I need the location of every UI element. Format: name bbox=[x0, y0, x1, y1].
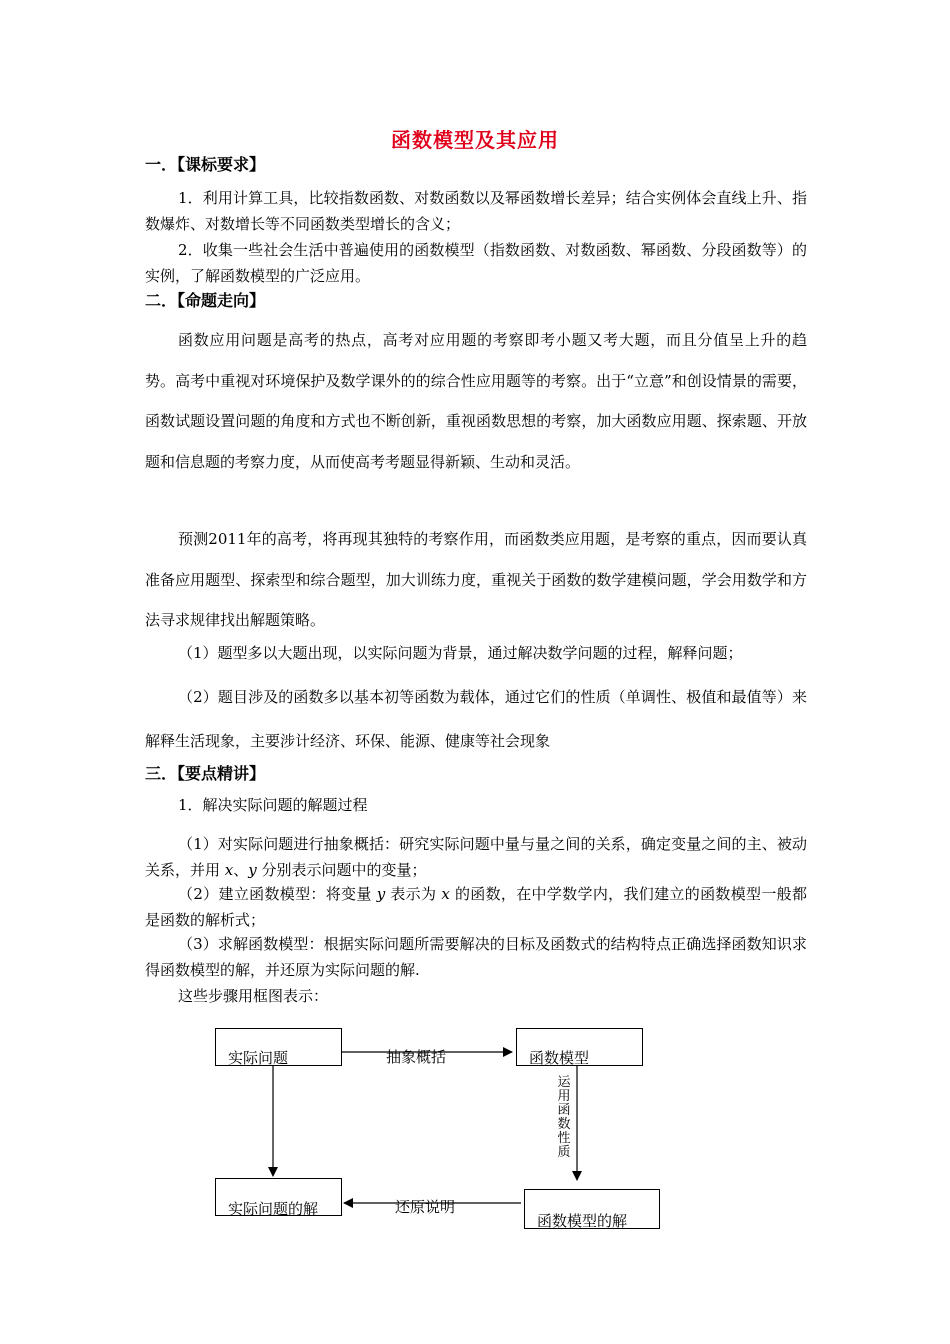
diagram-intro: 这些步骤用框图表示： bbox=[178, 987, 329, 1005]
trends-paragraph-1: 函数应用问题是高考的热点，高考对应用题的考察即考小题又考大题，而且分值呈上升的趋势。高考中重视对环境保护及数学课外的的综合性应用题等的考察。出于“立意”和创设情景的需要，函数试题设置问题的角度和方式也不断创新，重视函数思想的考察，加大函数应用题、探索题、开放题和信息题的考察力度，从而使高考考题显得新颖、生动和灵活。 bbox=[145, 331, 807, 471]
flow-box-real-problem bbox=[215, 1028, 342, 1066]
flow-box-model-solution-label: 函数模型的解 bbox=[537, 1212, 628, 1230]
page-title: 函数模型及其应用 bbox=[391, 128, 559, 152]
trends-item-1: （1）题型多以大题出现，以实际问题为背景，通过解决数学问题的过程，解释问题； bbox=[178, 644, 743, 662]
key-points-step-2: （2）建立函数模型：将变量 y 表示为 x 的函数，在中学数学内，我们建立的函数模型一般都是函数的解析式； bbox=[145, 885, 807, 929]
flow-box-model-solution bbox=[524, 1189, 660, 1229]
edge-label-abstract: 抽象概括 bbox=[386, 1048, 447, 1066]
edge-label-restore: 还原说明 bbox=[395, 1198, 456, 1216]
standards-item-1: 1．利用计算工具，比较指数函数、对数函数以及幂函数增长差异；结合实例体会直线上升、指数爆炸、对数增长等不同函数类型增长的含义； bbox=[145, 189, 807, 233]
flow-box-function-model bbox=[516, 1028, 643, 1066]
flow-box-real-problem-label: 实际问题 bbox=[228, 1049, 289, 1067]
flow-box-real-solution bbox=[215, 1178, 342, 1216]
section-heading-trends: 二．【命题走向】 bbox=[145, 291, 266, 310]
key-points-step-1: （1）对实际问题进行抽象概括：研究实际问题中量与量之间的关系，确定变量之间的主、被动关系，并用 x、y 分别表示问题中的变量； bbox=[145, 835, 807, 879]
section-heading-key-points: 三．【要点精讲】 bbox=[145, 764, 266, 783]
flow-box-function-model-label: 函数模型 bbox=[529, 1049, 590, 1067]
section-heading-standards: 一．【课标要求】 bbox=[145, 155, 266, 174]
key-points-subtitle: 1．解决实际问题的解题过程 bbox=[178, 796, 368, 814]
trends-item-2: （2）题目涉及的函数多以基本初等函数为载体，通过它们的性质（单调性、极值和最值等）来解释生活现象，主要涉计经济、环保、能源、健康等社会现象 bbox=[145, 688, 807, 750]
trends-paragraph-2: 预测2011年的高考，将再现其独特的考察作用，而函数类应用题，是考察的重点，因而要认真准备应用题型、探索型和综合题型，加大训练力度，重视关于函数的数学建模问题，学会用数学和方法寻求规律找出解题策略。 bbox=[145, 530, 807, 629]
standards-item-2: 2．收集一些社会生活中普遍使用的函数模型（指数函数、对数函数、幂函数、分段函数等）的实例，了解函数模型的广泛应用。 bbox=[145, 241, 807, 285]
key-points-step-3: （3）求解函数模型：根据实际问题所需要解决的目标及函数式的结构特点正确选择函数知识求得函数模型的解，并还原为实际问题的解. bbox=[145, 935, 807, 979]
flow-box-real-solution-label: 实际问题的解 bbox=[228, 1200, 319, 1218]
edge-label-apply: 运 用 函 数 性 质 bbox=[557, 1075, 571, 1160]
